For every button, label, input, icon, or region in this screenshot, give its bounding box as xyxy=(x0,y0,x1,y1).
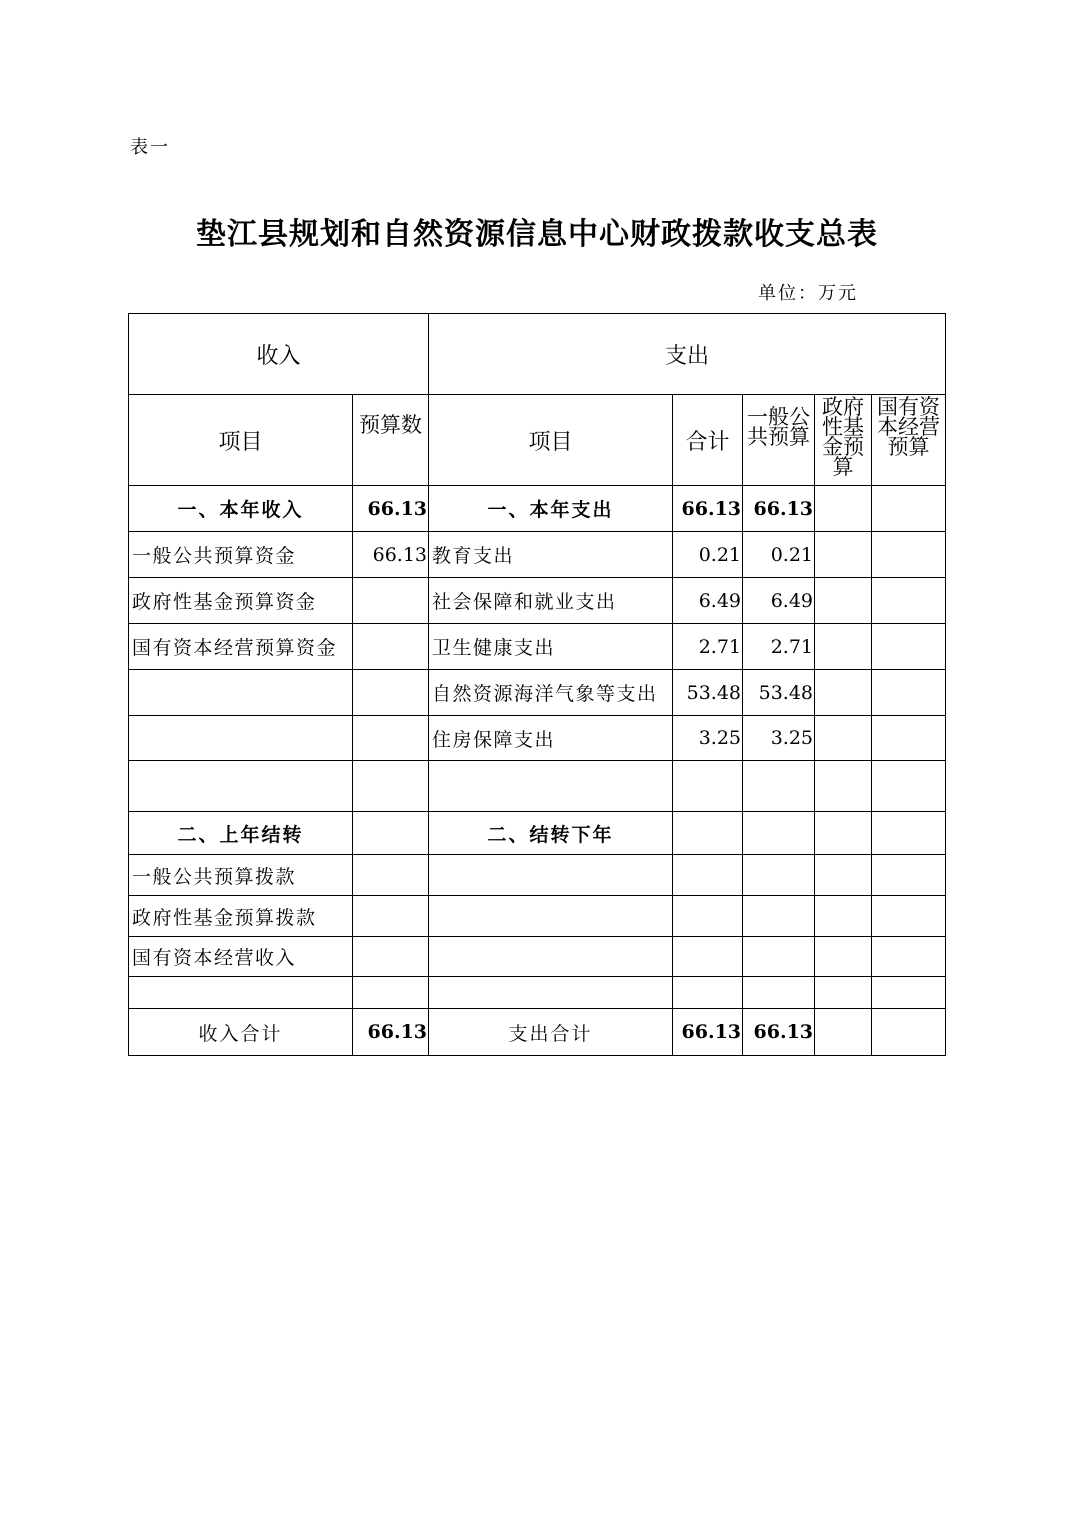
gov-fund-cell xyxy=(815,812,872,855)
general-public-cell xyxy=(743,977,815,1009)
income-amount-cell xyxy=(353,670,429,716)
state-capital-cell xyxy=(872,896,946,937)
income-amount-cell xyxy=(353,716,429,761)
income-budget-header: 预算数 xyxy=(353,395,429,486)
expense-item-cell xyxy=(429,937,673,977)
income-amount-cell: 66.13 xyxy=(353,486,429,532)
expense-item-cell: 住房保障支出 xyxy=(429,716,673,761)
income-item-cell: 一般公共预算资金 xyxy=(129,532,353,578)
table-row xyxy=(129,670,946,716)
expense-item-cell: 一、本年支出 xyxy=(429,486,673,532)
total-cell xyxy=(673,855,743,896)
total-header: 合计 xyxy=(673,395,743,486)
table-row xyxy=(129,812,946,855)
income-item-cell: 政府性基金预算资金 xyxy=(129,578,353,624)
expense-item-cell: 自然资源海洋气象等支出 xyxy=(429,670,673,716)
expense-item-cell xyxy=(429,855,673,896)
total-cell: 53.48 xyxy=(673,670,743,716)
income-amount-cell xyxy=(353,937,429,977)
section-header-row xyxy=(129,314,946,395)
gov-fund-cell xyxy=(815,670,872,716)
general-public-cell xyxy=(743,855,815,896)
general-public-cell xyxy=(743,896,815,937)
total-cell xyxy=(673,761,743,812)
expense-item-cell xyxy=(429,977,673,1009)
total-cell xyxy=(673,812,743,855)
gov-fund-cell xyxy=(815,578,872,624)
fiscal-summary-table xyxy=(128,313,946,1056)
income-item-cell xyxy=(129,761,353,812)
gov-fund-cell xyxy=(815,761,872,812)
gov-fund-cell xyxy=(815,486,872,532)
gov-fund-cell xyxy=(815,624,872,670)
table-row xyxy=(129,578,946,624)
total-cell: 66.13 xyxy=(673,1009,743,1056)
general-public-cell xyxy=(743,937,815,977)
expense-item-cell: 卫生健康支出 xyxy=(429,624,673,670)
general-public-cell: 3.25 xyxy=(743,716,815,761)
total-cell: 6.49 xyxy=(673,578,743,624)
table-row xyxy=(129,486,946,532)
table-row xyxy=(129,1009,946,1056)
income-amount-cell xyxy=(353,812,429,855)
income-item-cell xyxy=(129,977,353,1009)
gov-fund-cell xyxy=(815,855,872,896)
total-cell: 2.71 xyxy=(673,624,743,670)
income-item-cell: 政府性基金预算拨款 xyxy=(129,896,353,937)
gov-fund-budget-header: 政府性基金预算 xyxy=(815,395,872,486)
general-public-budget-header: 一般公共预算 xyxy=(743,395,815,486)
income-item-header: 项目 xyxy=(129,395,353,486)
expense-section-header: 支出 xyxy=(429,314,946,395)
income-item-cell: 国有资本经营预算资金 xyxy=(129,624,353,670)
income-amount-cell xyxy=(353,761,429,812)
total-cell xyxy=(673,937,743,977)
state-capital-cell xyxy=(872,812,946,855)
column-header-row xyxy=(129,395,946,486)
table-row xyxy=(129,716,946,761)
total-cell: 66.13 xyxy=(673,486,743,532)
state-capital-budget-header: 国有资本经营预算 xyxy=(872,395,946,486)
general-public-cell: 2.71 xyxy=(743,624,815,670)
income-item-cell: 一、本年收入 xyxy=(129,486,353,532)
expense-item-cell xyxy=(429,761,673,812)
table-body xyxy=(129,486,946,1056)
gov-fund-cell xyxy=(815,896,872,937)
state-capital-cell xyxy=(872,977,946,1009)
gov-fund-cell xyxy=(815,977,872,1009)
general-public-cell: 66.13 xyxy=(743,1009,815,1056)
general-public-cell: 53.48 xyxy=(743,670,815,716)
general-public-cell xyxy=(743,761,815,812)
table-row xyxy=(129,532,946,578)
gov-fund-cell xyxy=(815,937,872,977)
table-row xyxy=(129,761,946,812)
income-amount-cell xyxy=(353,624,429,670)
income-amount-cell xyxy=(353,855,429,896)
income-item-cell xyxy=(129,670,353,716)
expense-item-cell: 支出合计 xyxy=(429,1009,673,1056)
expense-item-cell: 二、结转下年 xyxy=(429,812,673,855)
expense-item-header: 项目 xyxy=(429,395,673,486)
expense-item-cell: 教育支出 xyxy=(429,532,673,578)
table-row xyxy=(129,855,946,896)
income-section-header: 收入 xyxy=(129,314,429,395)
state-capital-cell xyxy=(872,624,946,670)
general-public-cell: 66.13 xyxy=(743,486,815,532)
general-public-cell: 6.49 xyxy=(743,578,815,624)
state-capital-cell xyxy=(872,532,946,578)
sheet-label: 表一 xyxy=(130,137,170,158)
state-capital-cell xyxy=(872,937,946,977)
table-row xyxy=(129,624,946,670)
page-title: 垫江县规划和自然资源信息中心财政拨款收支总表 xyxy=(196,217,878,252)
table-row xyxy=(129,937,946,977)
income-amount-cell xyxy=(353,896,429,937)
state-capital-cell xyxy=(872,1009,946,1056)
income-amount-cell xyxy=(353,578,429,624)
gov-fund-cell xyxy=(815,716,872,761)
state-capital-cell xyxy=(872,486,946,532)
income-item-cell xyxy=(129,716,353,761)
income-amount-cell: 66.13 xyxy=(353,532,429,578)
income-item-cell: 二、上年结转 xyxy=(129,812,353,855)
gov-fund-cell xyxy=(815,532,872,578)
total-cell: 3.25 xyxy=(673,716,743,761)
income-item-cell: 国有资本经营收入 xyxy=(129,937,353,977)
table-row xyxy=(129,896,946,937)
total-cell xyxy=(673,896,743,937)
state-capital-cell xyxy=(872,855,946,896)
expense-item-cell xyxy=(429,896,673,937)
general-public-cell: 0.21 xyxy=(743,532,815,578)
state-capital-cell xyxy=(872,761,946,812)
state-capital-cell xyxy=(872,716,946,761)
expense-item-cell: 社会保障和就业支出 xyxy=(429,578,673,624)
general-public-cell xyxy=(743,812,815,855)
state-capital-cell xyxy=(872,670,946,716)
unit-label: 单位：万元 xyxy=(758,283,858,304)
income-amount-cell: 66.13 xyxy=(353,1009,429,1056)
total-cell xyxy=(673,977,743,1009)
income-amount-cell xyxy=(353,977,429,1009)
state-capital-cell xyxy=(872,578,946,624)
total-cell: 0.21 xyxy=(673,532,743,578)
gov-fund-cell xyxy=(815,1009,872,1056)
table-row xyxy=(129,977,946,1009)
income-item-cell: 一般公共预算拨款 xyxy=(129,855,353,896)
income-item-cell: 收入合计 xyxy=(129,1009,353,1056)
